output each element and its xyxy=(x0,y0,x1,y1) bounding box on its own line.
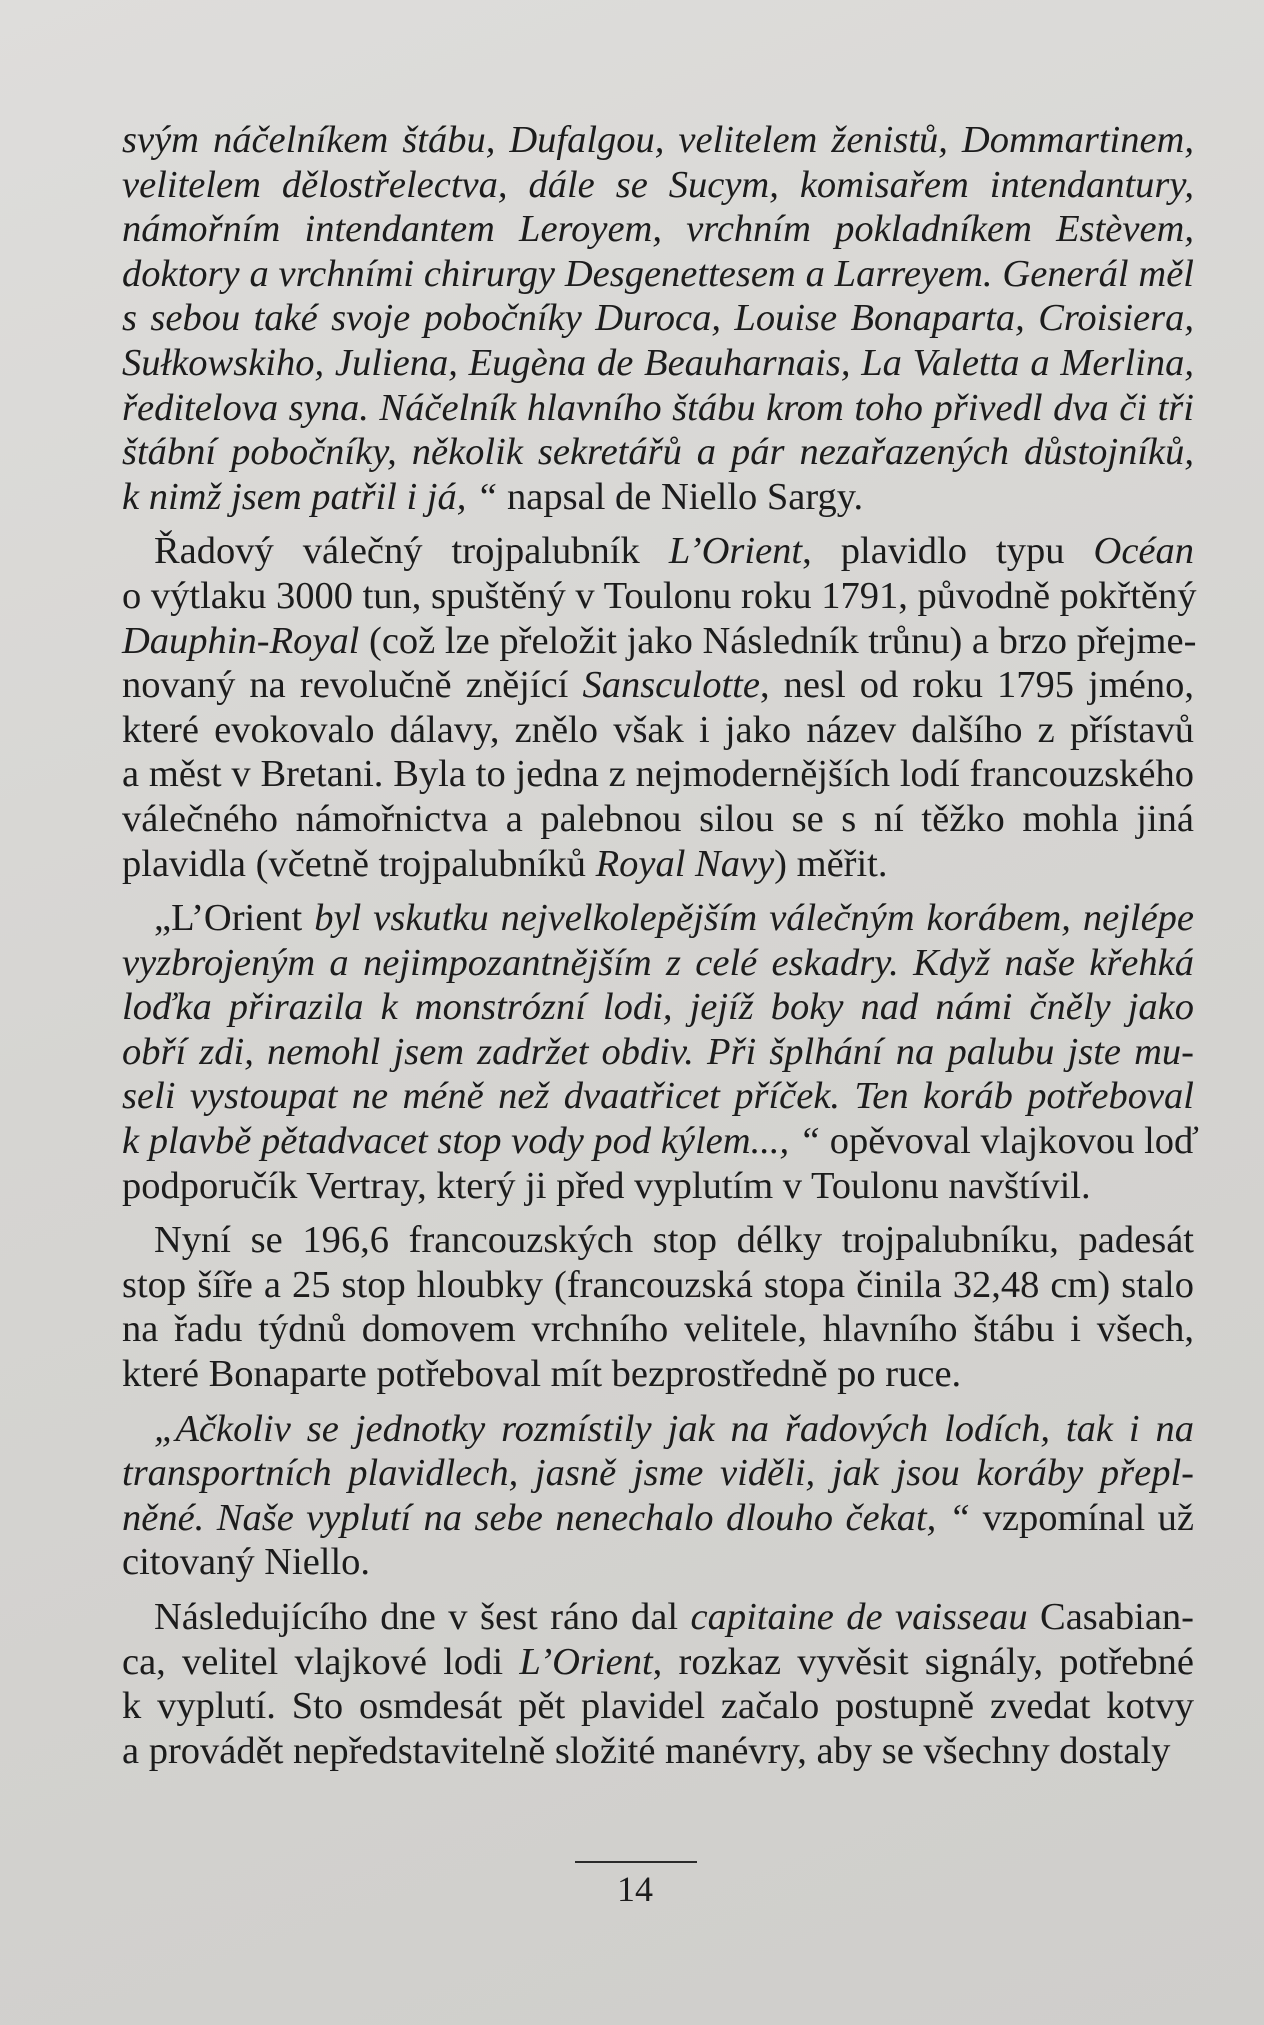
text-line xyxy=(122,386,1194,431)
text-line xyxy=(122,1074,1194,1119)
text-line xyxy=(122,529,1194,574)
italic-run: loďka přirazila k monstrózní lodi, jejíž boky nad námi čněly jako xyxy=(122,986,1194,1029)
text-run: „L’Orient xyxy=(154,897,315,940)
italic-run: Royal Navy xyxy=(595,842,775,885)
text-line xyxy=(122,118,1194,163)
text-line xyxy=(122,619,1197,664)
paragraph xyxy=(122,1595,1194,1773)
text-run: ca, velitel vlajkové lodi xyxy=(122,1640,520,1683)
text-run: (což lze přeložit jako Následník trůnu) a brzo přejme- xyxy=(359,619,1197,662)
text-line xyxy=(122,574,1197,619)
italic-run: Sansculotte xyxy=(582,664,760,707)
italic-run: svým náčelníkem štábu, Dufalgou, velitelem ženistů, Dommartinem, xyxy=(122,119,1194,161)
paragraph xyxy=(122,896,1199,1208)
italic-run: Dauphin-Royal xyxy=(122,619,360,662)
text-run: které Bonaparte potřeboval mít bezprostředně po ruce. xyxy=(122,1353,962,1396)
text-run: , plavidlo typu xyxy=(802,530,1094,573)
text-line xyxy=(122,663,1194,708)
page-number: 14 xyxy=(617,1869,653,1909)
text-run: podporučík Vertray, který ji před vyplutím v Toulonu navštívil. xyxy=(122,1164,1091,1207)
text-line xyxy=(122,252,1194,297)
footer-rule xyxy=(575,1861,697,1863)
text-run: a měst v Bretani. Byla to jedna z nejmodernějších lodí francouzského xyxy=(122,753,1194,796)
italic-run: k nimž jsem patřil i já, “ xyxy=(122,475,498,518)
paragraph xyxy=(122,118,1194,519)
text-run: o výtlaku 3000 tun, spuštěný v Toulonu roku 1791, původně pokřtěný xyxy=(122,574,1197,617)
text-line xyxy=(122,1729,1194,1774)
text-line xyxy=(122,1119,1199,1164)
text-run: které evokovalo dálavy, znělo však i jako název dalšího z přístavů xyxy=(122,708,1194,751)
paragraph xyxy=(122,1407,1194,1585)
italic-run: ředitelova syna. Náčelník hlavního štábu krom toho přivedl dva či tři xyxy=(122,386,1194,429)
text-run: novaný na revolučně znějící xyxy=(122,664,583,707)
italic-run: s sebou také svoje pobočníky Duroca, Louise Bonaparta, Croisiera, xyxy=(122,297,1194,340)
text-line xyxy=(122,1684,1194,1729)
text-line xyxy=(122,1496,1194,1541)
text-run: opěvoval vlajkovou loď xyxy=(820,1120,1199,1163)
text-line xyxy=(122,1640,1194,1685)
text-line xyxy=(122,475,1194,520)
text-line xyxy=(122,842,1194,887)
italic-run: námořním intendantem Leroyem, vrchním pokladníkem Estèvem, xyxy=(122,208,1194,251)
italic-run: obří zdi, nemohl jsem zadržet obdiv. Při šplhání na palubu jste mu- xyxy=(122,1030,1194,1073)
italic-run: capitaine de vaisseau xyxy=(690,1596,1028,1638)
text-line xyxy=(122,341,1194,386)
text-line xyxy=(122,708,1194,753)
italic-run: seli vystoupat ne méně než dvaatřicet příček. Ten koráb potřeboval xyxy=(122,1075,1194,1118)
italic-run: vyzbrojeným a nejimpozantnějším z celé eskadry. Když naše křehká xyxy=(122,941,1194,984)
italic-run: doktory a vrchními chirurgy Desgenettesem a Larreyem. Generál měl xyxy=(122,252,1194,295)
text-run: vzpomínal už xyxy=(970,1496,1194,1539)
text-run: citovaný Niello. xyxy=(122,1541,371,1584)
text-run: a provádět nepředstavitelně složité manévry, aby se všechny dostaly xyxy=(122,1729,1171,1772)
text-line xyxy=(122,1263,1194,1308)
italic-run: Sułkowskiho, Juliena, Eugèna de Beauharnais, La Valetta a Merlina, xyxy=(122,341,1194,384)
paragraph xyxy=(122,1218,1194,1396)
text-run: ) měřit. xyxy=(774,842,888,885)
text-run: na řadu týdnů domovem vrchního velitele, hlavního štábu i všech, xyxy=(122,1308,1194,1351)
italic-run: k plavbě pětadvacet stop vody pod kýlem..., “ xyxy=(122,1120,821,1163)
italic-run: něné. Naše vyplutí na sebe nenechalo dlouho čekat, “ xyxy=(122,1496,971,1539)
text-line xyxy=(122,430,1194,475)
text-run: , nesl od roku 1795 jméno, xyxy=(759,664,1194,707)
text-line xyxy=(122,985,1194,1030)
italic-run: štábní pobočníky, několik sekretářů a pár nezařazených důstojníků, xyxy=(122,431,1194,474)
text-line xyxy=(122,1407,1194,1452)
text-line xyxy=(122,207,1194,252)
text-run: válečného námořnictva a palebnou silou se s ní těžko mohla jiná xyxy=(122,797,1194,840)
text-run: Řadový válečný trojpalubník xyxy=(154,530,669,573)
italic-run: L’Orient xyxy=(519,1640,653,1683)
text-line xyxy=(122,941,1194,986)
text-run: Casabian- xyxy=(1027,1596,1194,1638)
text-run: Nyní se 196,6 francouzských stop délky trojpalubníku, padesát xyxy=(154,1219,1194,1262)
text-line xyxy=(122,1164,1194,1209)
text-line xyxy=(122,896,1194,941)
text-line xyxy=(122,296,1194,341)
text-line xyxy=(122,797,1194,842)
text-run: stop šíře a 25 stop hloubky (francouzská stopa činila 32,48 cm) stalo xyxy=(122,1263,1194,1306)
text-line xyxy=(122,1451,1194,1496)
text-line xyxy=(122,1030,1194,1075)
text-line xyxy=(122,163,1194,208)
italic-run: byl vskutku nejvelkolepějším válečným korábem, nejlépe xyxy=(314,897,1195,940)
text-line xyxy=(122,1540,1194,1585)
text-line xyxy=(122,1595,1194,1640)
text-line xyxy=(122,1218,1194,1263)
text-run: plavidla (včetně trojpalubníků xyxy=(122,842,596,885)
text-line xyxy=(122,1352,1194,1397)
italic-run: „Ačkoliv se jednotky rozmístily jak na řadových lodích, tak i na xyxy=(154,1407,1194,1450)
text-run: k vyplutí. Sto osmdesát pět plavidel začalo postupně zvedat kotvy xyxy=(122,1685,1194,1728)
text-line xyxy=(122,1307,1194,1352)
paragraph xyxy=(122,529,1197,886)
italic-run: Océan xyxy=(1093,530,1194,573)
text-run: , rozkaz vyvěsit signály, potřebné xyxy=(652,1640,1194,1683)
body-text xyxy=(122,118,1199,1773)
italic-run: transportních plavidlech, jasně jsme viděli, jak jsou koráby přepl- xyxy=(122,1452,1194,1495)
text-run: Následujícího dne v šest ráno dal xyxy=(154,1596,691,1638)
italic-run: velitelem dělostřelectva, dále se Sucym, komisařem intendantury, xyxy=(122,163,1194,206)
text-run: napsal de Niello Sargy. xyxy=(497,475,864,518)
italic-run: L’Orient xyxy=(668,530,803,573)
page-footer xyxy=(575,1861,695,1909)
text-line xyxy=(122,752,1194,797)
